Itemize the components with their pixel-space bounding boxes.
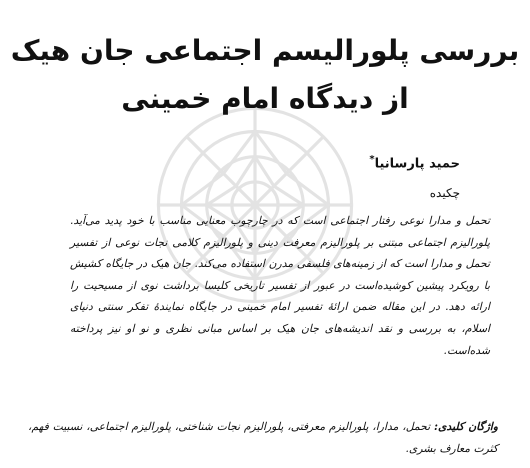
abstract-body: تحمل و مدارا نوعی رفتار اجتماعی است که در چارچوب معنایی مناسب با خود پدید می‌آید. پلورالیزم اجتماعی مبتنی بر پلورالیزم معرفت دینی و پلورالیزم کلامی نجات نوعی از تفسیر تحمل و مدارا است که از زمینه‌های فلسفی مدرن استفاده می‌کند. جان هیک در جایگاه کشیش با رویکرد پیشین کوشیده‌است در عبور از تفسیر تاریخی کلیسا برداشت نوی از مسیحیت را ارائه دهد. در این مقاله ضمن ارائهٔ تفسیر امام خمینی در جایگاه نمایندهٔ تفکر سنتی دنیای اسلام، به بررسی و نقد اندیشه‌های جان هیک بر اساس مبانی نظری و نو او نیز پرداخته شده‌است. xyxy=(70,214,490,357)
author-footnote-mark: * xyxy=(369,154,375,165)
author-name-text: حمید پارسانیا xyxy=(374,156,460,172)
keywords-paragraph xyxy=(28,416,498,459)
abstract-heading: چکیده xyxy=(429,186,460,200)
article-title-line-1: بررسی پلورالیسم اجتماعی جان هیک xyxy=(10,34,520,67)
keywords-list: تحمل، مدارا، پلورالیزم معرفتی، پلورالیزم نجات شناختی، پلورالیزم اجتماعی، نسبیت فهم، کثرت معارف بشری. xyxy=(28,420,498,455)
keywords-label: واژگان کلیدی: xyxy=(433,420,498,433)
author-name xyxy=(360,154,460,171)
article-title-line-2: از دیدگاه امام خمینی xyxy=(121,82,409,115)
